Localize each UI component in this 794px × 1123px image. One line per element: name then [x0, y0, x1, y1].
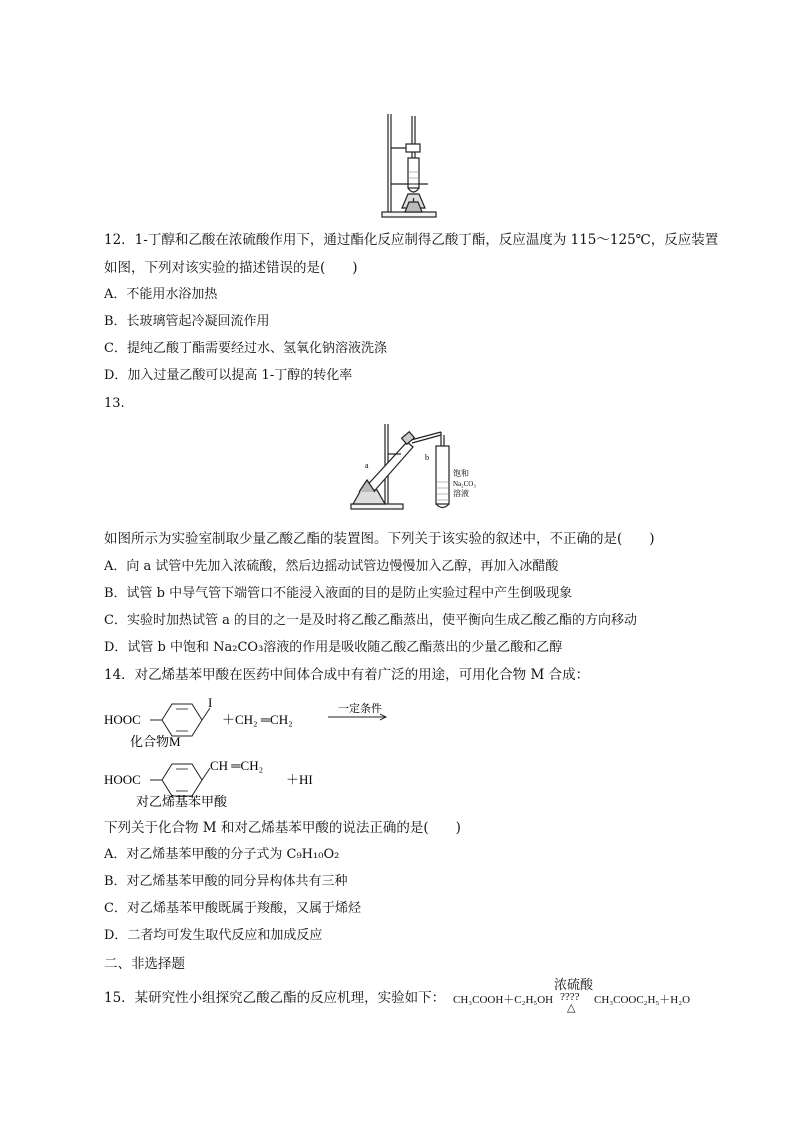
q14-iodo: I — [208, 695, 213, 710]
q14-condition: 一定条件 — [338, 703, 382, 715]
q14-name-m: 化合物M — [130, 734, 181, 749]
q14-reaction-scheme — [100, 690, 420, 810]
q13-fig-label-saturated: 饱和 — [453, 469, 469, 478]
q14-option-c: C．对乙烯基苯甲酸既属于羧酸，又属于烯烃 — [104, 901, 361, 916]
q14-name-product: 对乙烯基苯甲酸 — [136, 794, 228, 809]
q13-option-d: D．试管 b 中饱和 Na₂CO₃溶液的作用是吸收随乙酸乙酯蒸出的少量乙酸和乙醇 — [104, 640, 563, 655]
q14-plus-hi: ＋HI — [286, 772, 313, 787]
q12-option-c: C．提纯乙酸丁酯需要经过水、氢氧化钠溶液洗涤 — [104, 341, 387, 356]
q13-stem: 如图所示为实验室制取少量乙酸乙酯的装置图。下列关于该实验的叙述中，不正确的是( ) — [104, 531, 655, 547]
q15-catalyst: 浓硫酸 — [554, 977, 594, 992]
q14-option-d: D．二者均可发生取代反应和加成反应 — [104, 928, 323, 943]
q13-apparatus-figure — [345, 420, 485, 512]
q12-option-b: B．长玻璃管起冷凝回流作用 — [104, 314, 270, 329]
q13-number: 13. — [104, 396, 125, 411]
q12-stem-line2: 如图，下列对该实验的描述错误的是( ) — [104, 260, 358, 276]
q12-option-a: A．不能用水浴加热 — [104, 287, 218, 302]
q12-option-d: D．加入过量乙酸可以提高 1-丁醇的转化率 — [104, 368, 353, 383]
q14-question: 下列关于化合物 M 和对乙烯基苯甲酸的说法正确的是( ) — [104, 820, 461, 836]
q13-option-c: C．实验时加热试管 a 的目的之一是及时将乙酸乙酯蒸出，使平衡向生成乙酸乙酯的方向移动 — [104, 613, 637, 628]
q12-stem-line1: 12．1-丁醇和乙酸在浓硫酸作用下，通过酯化反应制得乙酸丁酯，反应温度为 115～125℃，反应装置 — [104, 232, 719, 248]
q13-fig-label-a: a — [365, 461, 369, 470]
q14-hooc-m: HOOC — [104, 712, 141, 727]
q14-stem: 14．对乙烯基苯甲酸在医药中间体合成中有着广泛的用途，可用化合物 M 合成： — [104, 667, 590, 683]
q15-arrow: ???? — [560, 991, 580, 1003]
q14-option-a: A．对乙烯基苯甲酸的分子式为 C₉H₁₀O₂ — [104, 847, 340, 862]
q14-plus-ethylene: ＋CH₂ ═CH₂ — [222, 712, 293, 727]
q15-heat: △ — [567, 1002, 576, 1014]
q15-rhs: CH₃COOC₂H₅＋H₂O — [594, 994, 691, 1006]
q15-lhs: CH₃COOH＋C₂H₅OH — [453, 994, 554, 1006]
section-heading: 二、非选择题 — [104, 956, 185, 972]
q13-fig-label-solution: 溶液 — [453, 489, 469, 498]
q14-vinyl: CH ═CH₂ — [210, 758, 264, 773]
q14-option-b: B．对乙烯基苯甲酸的同分异构体共有三种 — [104, 874, 348, 889]
q14-hooc-product: HOOC — [104, 772, 141, 787]
q13-option-a: A．向 a 试管中先加入浓硫酸，然后边摇动试管边慢慢加入乙醇，再加入冰醋酸 — [104, 559, 559, 574]
q13-option-b: B．试管 b 中导气管下端管口不能浸入液面的目的是防止实验过程中产生倒吸现象 — [104, 586, 573, 601]
q15-stem: 15．某研究性小组探究乙酸乙酯的反应机理，实验如下： — [104, 990, 446, 1006]
q13-fig-label-salt: Na₂CO₃ — [453, 480, 476, 488]
q13-fig-label-b: b — [425, 453, 429, 462]
q12-apparatus-figure — [378, 112, 440, 220]
